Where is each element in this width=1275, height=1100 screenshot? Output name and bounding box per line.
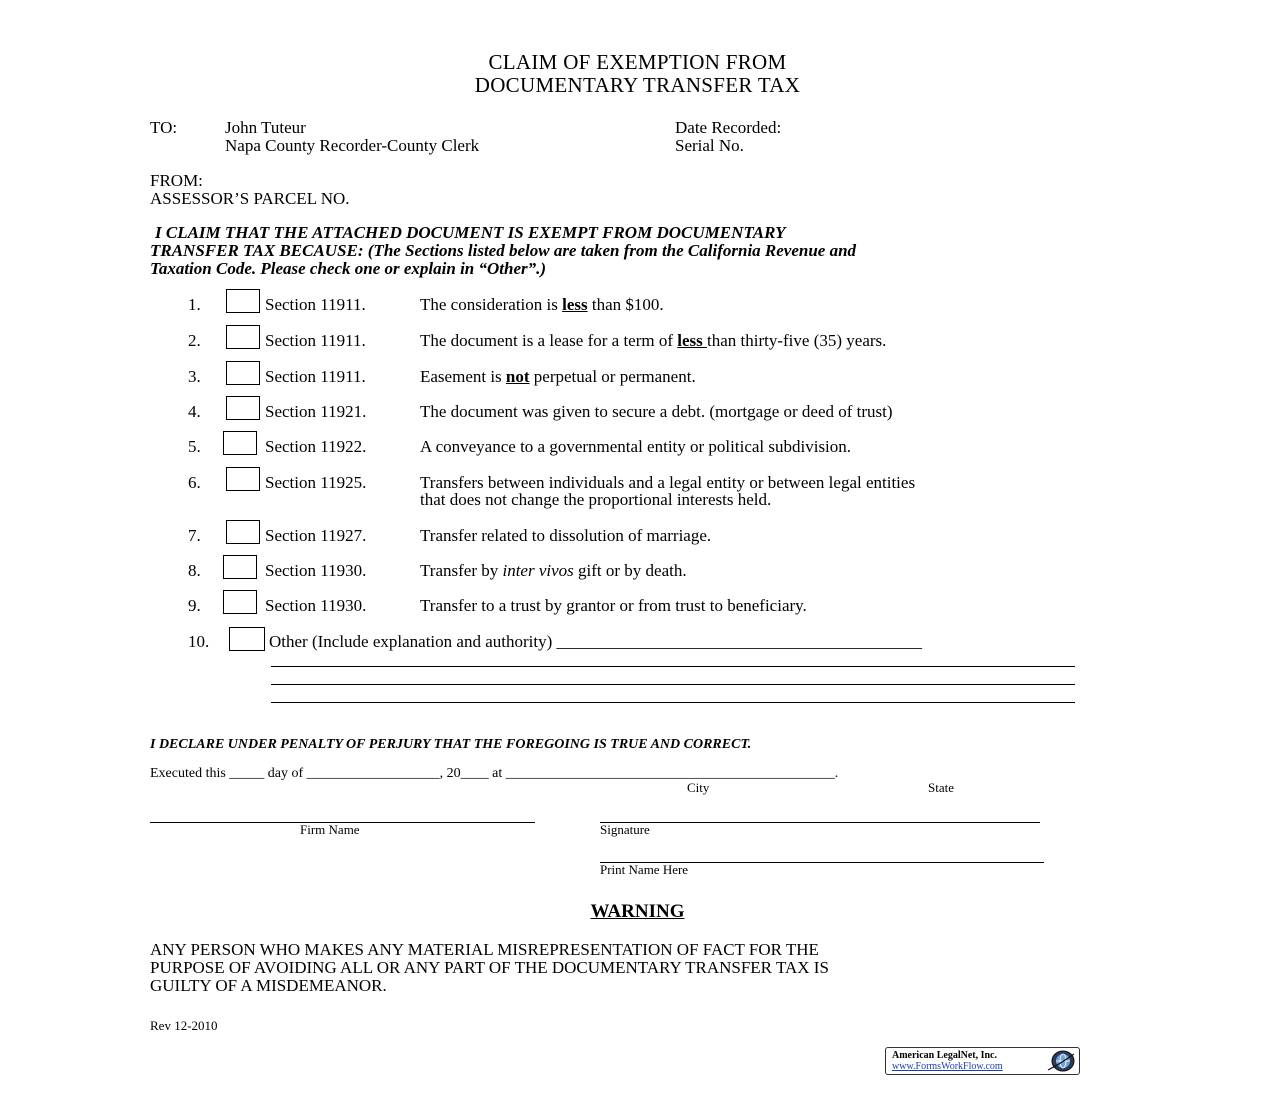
- firm-name-caption: Firm Name: [300, 822, 360, 837]
- item-number: 4.: [188, 402, 201, 421]
- executed-line: Executed this _____ day of ___________________, 20____ at _______________________________________________.: [150, 766, 839, 781]
- section-number: Section 11930.: [265, 561, 367, 580]
- form-title-line2: DOCUMENTARY TRANSFER TAX: [474, 73, 801, 97]
- checkbox-item[interactable]: [226, 467, 260, 491]
- signature-line[interactable]: [600, 822, 1040, 823]
- description-text: A conveyance to a governmental entity or political subdivision.: [420, 437, 852, 456]
- exemption-description-cont: that does not change the proportional interests held.: [420, 490, 772, 509]
- warning-line2: PURPOSE OF AVOIDING ALL OR ANY PART OF THE DOCUMENTARY TRANSFER TAX IS: [150, 958, 829, 977]
- form-title-line1: CLAIM OF EXEMPTION FROM: [488, 50, 787, 74]
- exemption-description: [420, 526, 711, 546]
- emphasis-text: less: [677, 331, 708, 350]
- checkbox-item[interactable]: [223, 555, 257, 579]
- emphasis-text: less: [562, 295, 588, 314]
- description-text: Transfer by: [420, 561, 503, 580]
- item-number: 8.: [188, 561, 201, 580]
- section-number: Section 11921.: [265, 402, 367, 421]
- item-number: 7.: [188, 526, 201, 545]
- exemption-description: [420, 561, 687, 581]
- to-label: TO:: [150, 118, 178, 137]
- description-text: The consideration is: [420, 295, 563, 314]
- warning-line1: ANY PERSON WHO MAKES ANY MATERIAL MISREPRESENTATION OF FACT FOR THE: [150, 940, 819, 959]
- exemption-description: [420, 402, 893, 422]
- exemption-description: [420, 437, 851, 457]
- print-name-caption: Print Name Here: [600, 862, 689, 877]
- description-text: Easement is: [420, 367, 506, 386]
- section-number: Section 11911.: [265, 331, 366, 350]
- other-explanation-line[interactable]: [271, 702, 1075, 703]
- revision-label: Rev 12-2010: [150, 1018, 218, 1033]
- publisher-link[interactable]: www.FormsWorkFlow.com: [892, 1061, 1003, 1072]
- section-number: Section 11930.: [265, 596, 367, 615]
- to-name: John Tuteur: [225, 118, 306, 137]
- other-explanation-line[interactable]: [271, 666, 1075, 667]
- other-label: Other (Include explanation and authority) ___________________________________________: [269, 632, 922, 651]
- italic-text: inter vivos: [502, 561, 574, 580]
- item-number: 9.: [188, 596, 201, 615]
- exemption-description: [420, 367, 696, 387]
- description-text: Transfer to a trust by grantor or from trust to beneficiary.: [420, 596, 807, 615]
- city-caption: City: [687, 780, 710, 795]
- checkbox-item[interactable]: [226, 361, 260, 385]
- other-explanation-line[interactable]: [271, 684, 1075, 685]
- warning-heading: WARNING: [590, 901, 685, 922]
- item-number: 10.: [188, 632, 210, 651]
- description-text: The document is a lease for a term of: [420, 331, 678, 350]
- date-recorded-label: Date Recorded:: [675, 118, 782, 137]
- state-caption: State: [928, 780, 954, 795]
- description-text: gift or by death.: [573, 561, 687, 580]
- publisher-logo: [885, 1047, 1080, 1075]
- section-number: Section 11911.: [265, 367, 366, 386]
- globe-icon: [1046, 1050, 1076, 1072]
- checkbox-item[interactable]: [226, 520, 260, 544]
- checkbox-other[interactable]: [229, 627, 265, 651]
- serial-no-label: Serial No.: [675, 136, 744, 155]
- claim-line3: Taxation Code. Please check one or explain in “Other”.): [150, 259, 547, 278]
- description-text: than thirty-five (35) years.: [707, 331, 887, 350]
- item-number: 6.: [188, 473, 201, 492]
- publisher-name: American LegalNet, Inc.: [892, 1050, 997, 1061]
- checkbox-item[interactable]: [226, 396, 260, 420]
- claim-line2: TRANSFER TAX BECAUSE: (The Sections listed below are taken from the California Revenue and: [150, 241, 857, 260]
- parcel-label: ASSESSOR’S PARCEL NO.: [150, 189, 350, 208]
- signature-caption: Signature: [600, 822, 650, 837]
- claim-line1: I CLAIM THAT THE ATTACHED DOCUMENT IS EXEMPT FROM DOCUMENTARY: [155, 223, 786, 242]
- exemption-description: [420, 331, 886, 351]
- section-number: Section 11922.: [265, 437, 367, 456]
- checkbox-item[interactable]: [223, 431, 257, 455]
- checkbox-item[interactable]: [226, 289, 260, 313]
- exemption-description: [420, 596, 807, 616]
- checkbox-item[interactable]: [223, 590, 257, 614]
- from-label: FROM:: [150, 171, 203, 190]
- perjury-declaration: I DECLARE UNDER PENALTY OF PERJURY THAT THE FOREGOING IS TRUE AND CORRECT.: [150, 737, 752, 752]
- description-text: The document was given to secure a debt. (mortgage or deed of trust): [420, 402, 893, 421]
- exemption-description: [420, 295, 664, 315]
- section-number: Section 11911.: [265, 295, 366, 314]
- section-number: Section 11925.: [265, 473, 367, 492]
- item-number: 2.: [188, 331, 201, 350]
- description-text: Transfers between individuals and a legal entity or between legal entities: [420, 473, 916, 492]
- checkbox-item[interactable]: [226, 325, 260, 349]
- item-number: 1.: [188, 295, 201, 314]
- warning-line3: GUILTY OF A MISDEMEANOR.: [150, 976, 387, 995]
- item-number: 3.: [188, 367, 201, 386]
- item-number: 5.: [188, 437, 201, 456]
- description-text: perpetual or permanent.: [529, 367, 696, 386]
- section-number: Section 11927.: [265, 526, 367, 545]
- to-office: Napa County Recorder-County Clerk: [225, 136, 480, 155]
- description-text: Transfer related to dissolution of marriage.: [420, 526, 712, 545]
- emphasis-text: not: [505, 367, 530, 386]
- description-text: than $100.: [587, 295, 664, 314]
